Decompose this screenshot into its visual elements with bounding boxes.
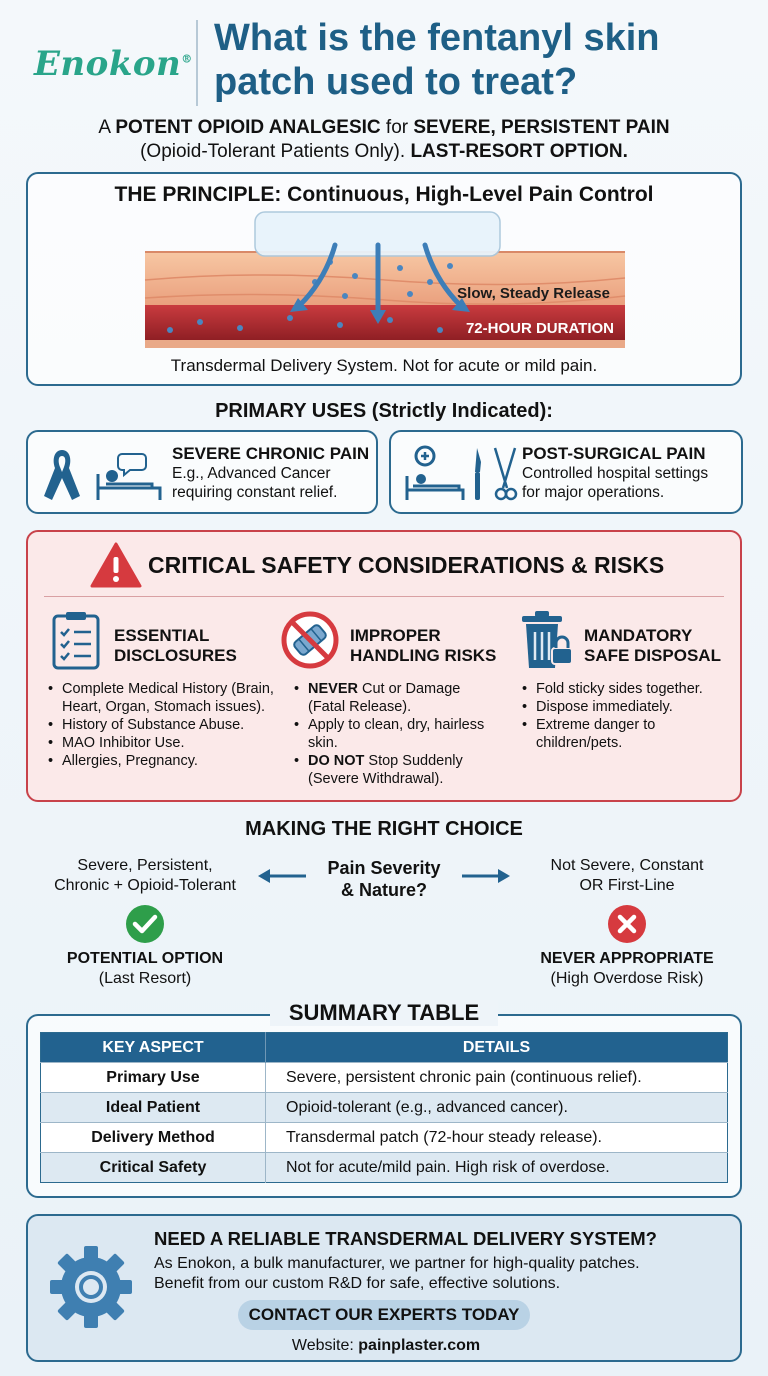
hospital-bed-icon xyxy=(403,442,521,504)
use-card-surgical xyxy=(389,430,743,514)
header-divider xyxy=(196,20,198,106)
use-heading: SEVERE CHRONIC PAIN xyxy=(172,444,370,463)
table-header: KEY ASPECT xyxy=(41,1033,266,1063)
use-card-chronic xyxy=(26,430,378,514)
page-title: What is the fentanyl skin patch used to treat? xyxy=(214,17,660,103)
contact-button[interactable]: CONTACT OUR EXPERTS TODAY xyxy=(238,1300,530,1330)
checklist-icon xyxy=(50,610,102,670)
check-icon xyxy=(125,904,165,944)
list-item: • Extreme danger to children/pets. xyxy=(522,716,734,752)
list-item: • History of Substance Abuse. xyxy=(48,716,276,734)
summary-title: SUMMARY TABLE xyxy=(270,1000,498,1026)
choice-right-condition: Not Severe, Constant OR First-Line xyxy=(550,857,704,894)
list-item: • Dispose immediately. xyxy=(522,698,734,716)
use-text: Controlled hospital settings xyxy=(522,465,709,482)
arrow-left-icon xyxy=(256,866,310,886)
option-yes: POTENTIAL OPTION (Last Resort) xyxy=(66,950,224,987)
list-item: • NEVER Cut or Damage (Fatal Release). xyxy=(294,680,499,716)
option-no: NEVER APPROPRIATE (High Overdose Risk) xyxy=(540,950,714,987)
scissors-icon xyxy=(495,448,516,499)
cross-icon xyxy=(607,904,647,944)
table-row: Primary Use Severe, persistent chronic pain (continuous relief). xyxy=(41,1063,728,1093)
disclosures-heading: ESSENTIAL DISCLOSURES xyxy=(114,626,237,665)
principle-title: THE PRINCIPLE: Continuous, High-Level Pain Control xyxy=(114,183,654,206)
choice-question: Pain Severity & Nature? xyxy=(327,858,441,900)
table-row: Ideal Patient Opioid-tolerant (e.g., advanced cancer). xyxy=(41,1093,728,1123)
disposal-list xyxy=(522,680,734,752)
cta-text: As Enokon, a bulk manufacturer, we partner for high-quality patches. Benefit from our custom R&D for safe, effective solutions. xyxy=(154,1255,640,1292)
use-heading: POST-SURGICAL PAIN xyxy=(522,444,706,463)
safety-title: CRITICAL SAFETY CONSIDERATIONS & RISKS xyxy=(148,552,665,578)
list-item: • Fold sticky sides together. xyxy=(522,680,734,698)
release-label: Slow, Steady Release xyxy=(457,285,610,302)
duration-label: 72-HOUR DURATION xyxy=(465,320,614,337)
warning-icon xyxy=(90,542,142,588)
gear-icon xyxy=(48,1244,134,1330)
cta-heading: NEED A RELIABLE TRANSDERMAL DELIVERY SYSTEM? xyxy=(154,1228,657,1249)
no-cut-icon xyxy=(280,610,340,670)
use-text: requiring constant relief. xyxy=(172,484,338,501)
use-text: for major operations. xyxy=(522,484,665,501)
skin-layers-illustration xyxy=(140,210,630,355)
disposal-heading: MANDATORY SAFE DISPOSAL xyxy=(584,626,721,665)
use-text: E.g., Advanced Cancer xyxy=(172,465,331,482)
list-item: • MAO Inhibitor Use. xyxy=(48,734,276,752)
list-item: • Apply to clean, dry, hairless skin. xyxy=(294,716,499,752)
principle-footer: Transdermal Delivery System. Not for acute or mild pain. xyxy=(170,356,598,375)
ribbon-icon xyxy=(40,444,170,504)
arrow-right-icon xyxy=(458,866,512,886)
table-header: DETAILS xyxy=(266,1033,728,1063)
intro-text: A POTENT OPIOID ANALGESIC for SEVERE, PERSISTENT PAIN (Opioid-Tolerant Patients Only). LAST-RESORT OPTION. xyxy=(98,117,670,162)
handling-heading: IMPROPER HANDLING RISKS xyxy=(350,626,497,665)
uses-title: PRIMARY USES (Strictly Indicated): xyxy=(215,400,553,422)
safety-divider xyxy=(44,596,724,597)
list-item: • Complete Medical History (Brain, Heart, Organ, Stomach issues). xyxy=(48,680,276,716)
list-item: • DO NOT Stop Suddenly (Severe Withdrawal). xyxy=(294,752,499,788)
choice-left-condition: Severe, Persistent, Chronic + Opioid-Tolerant xyxy=(54,857,236,894)
locked-bin-icon xyxy=(520,610,576,672)
scalpel-icon xyxy=(475,448,481,500)
brand-logo: Enokon® xyxy=(34,44,193,84)
website-link[interactable]: painplaster.com xyxy=(358,1337,481,1354)
list-item: • Allergies, Pregnancy. xyxy=(48,752,276,770)
disclosures-list xyxy=(48,680,276,770)
table-row: Delivery Method Transdermal patch (72-hour steady release). xyxy=(41,1123,728,1153)
table-row: Critical Safety Not for acute/mild pain. High risk of overdose. xyxy=(41,1153,728,1183)
summary-table xyxy=(40,1032,728,1183)
website-line: Website: painplaster.com xyxy=(291,1337,481,1354)
choice-title: MAKING THE RIGHT CHOICE xyxy=(245,818,523,840)
handling-list xyxy=(294,680,499,788)
